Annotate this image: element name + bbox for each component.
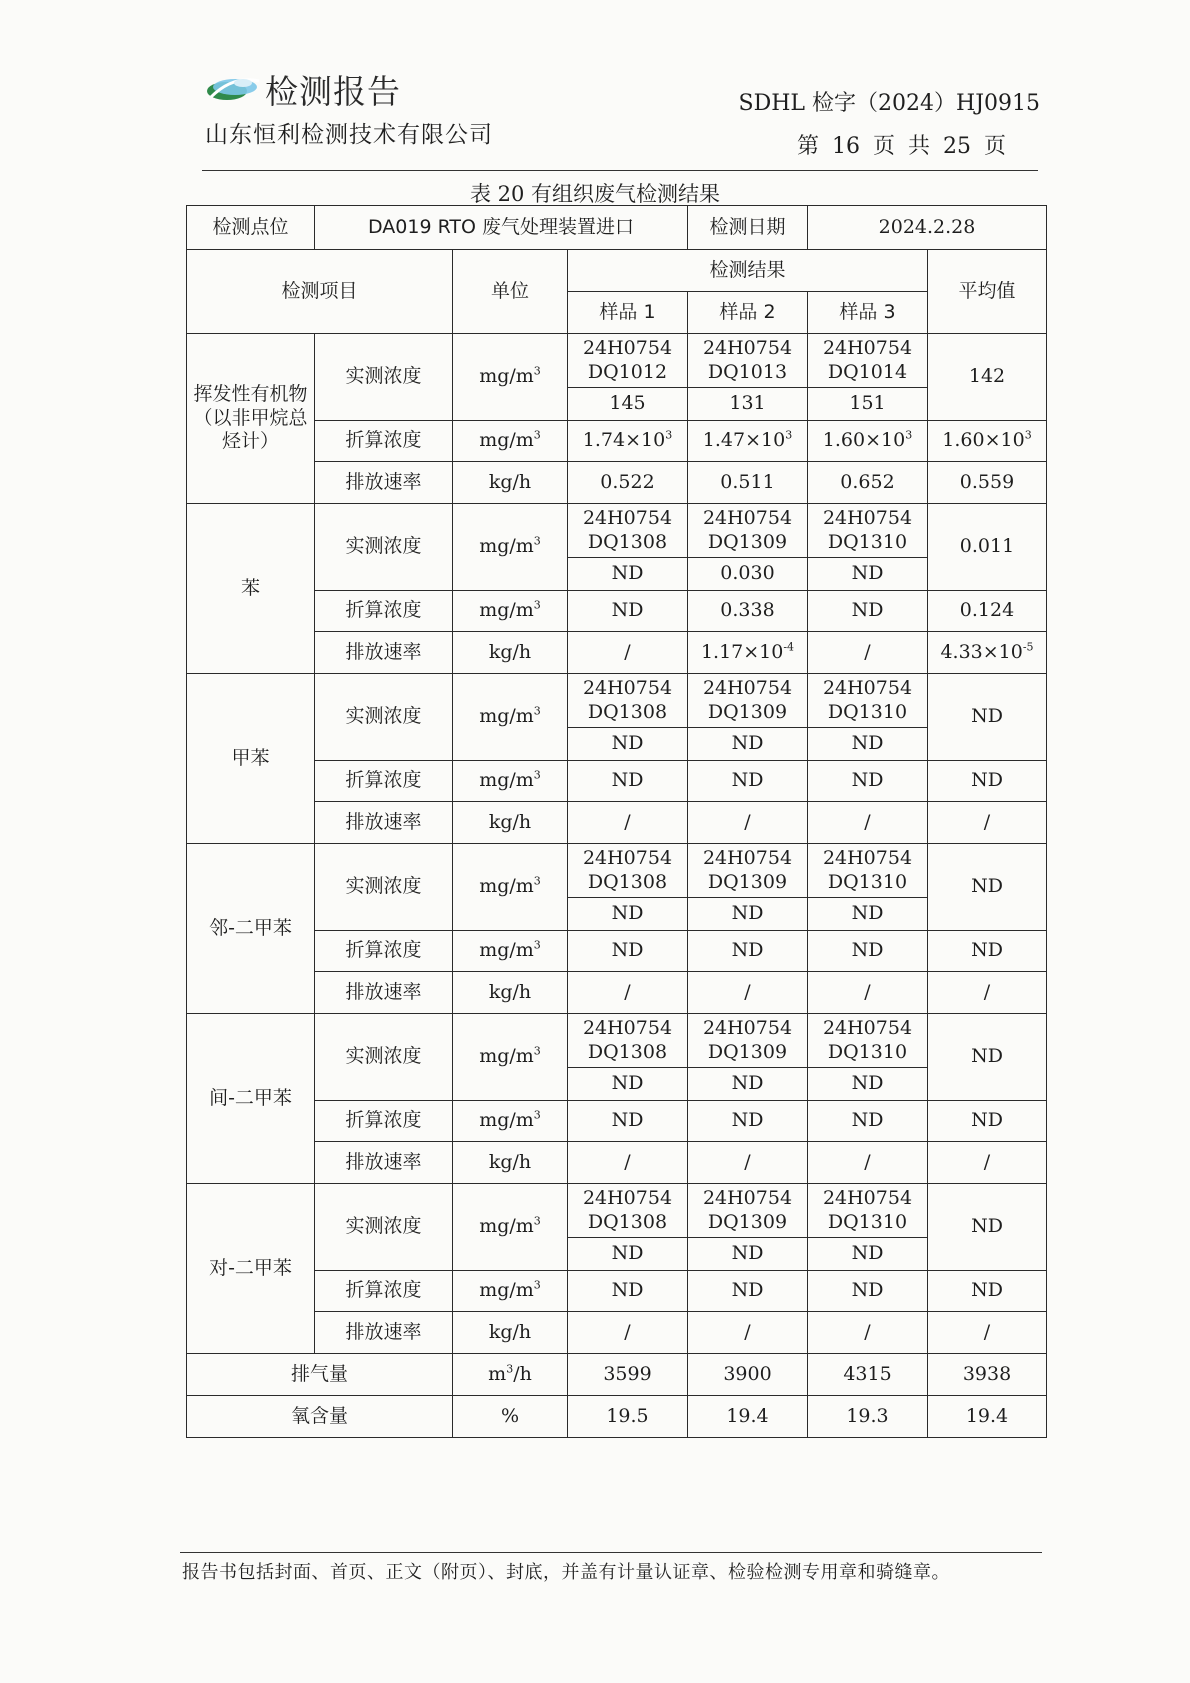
rate-value bbox=[568, 1142, 688, 1184]
table-row bbox=[187, 462, 1047, 504]
table-row bbox=[187, 802, 1047, 844]
sample-id-cell: 24H0754 DQ1308 bbox=[568, 674, 688, 728]
rate-value-mantissa: / bbox=[624, 640, 631, 663]
col-average-header: 平均值 bbox=[928, 250, 1047, 334]
rate-value-mantissa: / bbox=[624, 1320, 631, 1343]
rate-value bbox=[688, 1142, 808, 1184]
converted-value-mantissa: 0.338 bbox=[720, 599, 775, 622]
rate-value-exponent: -4 bbox=[783, 640, 795, 654]
table-row bbox=[187, 591, 1047, 632]
oxygen-value: 19.4 bbox=[688, 1396, 808, 1438]
converted-average-mantissa: ND bbox=[971, 1279, 1003, 1302]
table-row bbox=[187, 504, 1047, 558]
point-label: 检测点位 bbox=[187, 206, 315, 250]
pollutant-name: 间-二甲苯 bbox=[187, 1014, 315, 1184]
converted-label: 折算浓度 bbox=[315, 1101, 453, 1142]
converted-average bbox=[928, 591, 1047, 632]
table-row bbox=[187, 632, 1047, 674]
measured-average: ND bbox=[928, 1184, 1047, 1271]
sample-id-cell: 24H0754 DQ1309 bbox=[688, 844, 808, 898]
converted-value-mantissa: ND bbox=[851, 599, 884, 622]
measured-value: ND bbox=[808, 898, 928, 931]
pollutant-name: 甲苯 bbox=[187, 674, 315, 844]
sample-id-cell: 24H0754 DQ1308 bbox=[568, 504, 688, 558]
table-row bbox=[187, 674, 1047, 728]
converted-unit bbox=[453, 1101, 568, 1142]
converted-value-mantissa: ND bbox=[851, 1109, 884, 1132]
rate-value bbox=[568, 1312, 688, 1354]
converted-value-mantissa: ND bbox=[731, 769, 764, 792]
converted-value bbox=[568, 591, 688, 632]
converted-value-mantissa: ND bbox=[851, 769, 884, 792]
rate-value bbox=[688, 1312, 808, 1354]
rate-value-mantissa: / bbox=[864, 810, 871, 833]
oxygen-value: 19.3 bbox=[808, 1396, 928, 1438]
rate-value bbox=[568, 972, 688, 1014]
sample-id-cell: 24H0754 DQ1310 bbox=[808, 504, 928, 558]
unit-base: mg/m bbox=[479, 1109, 534, 1132]
rate-value-mantissa: 0.511 bbox=[720, 470, 775, 493]
table-row bbox=[187, 1312, 1047, 1354]
converted-value-mantissa: ND bbox=[611, 599, 644, 622]
converted-value-mantissa: ND bbox=[731, 939, 764, 962]
rate-average-mantissa: 0.559 bbox=[959, 470, 1015, 493]
measured-value: ND bbox=[808, 558, 928, 591]
rate-value bbox=[688, 462, 808, 504]
converted-unit bbox=[453, 931, 568, 972]
page-number: 第 16 页 共 25 页 bbox=[797, 134, 1006, 159]
rate-average-mantissa: 4.33×10 bbox=[940, 640, 1023, 663]
unit-base: mg/m bbox=[479, 429, 534, 452]
rate-value-mantissa: / bbox=[864, 980, 871, 1003]
rate-unit: kg/h bbox=[453, 1142, 568, 1184]
footer-divider bbox=[180, 1552, 1042, 1553]
table-title: 表 20 有组织废气检测结果 bbox=[469, 182, 721, 206]
measured-value: 0.030 bbox=[688, 558, 808, 591]
sample-id-cell: 24H0754 DQ1310 bbox=[808, 1014, 928, 1068]
converted-value bbox=[688, 1271, 808, 1312]
results-table-wrap bbox=[186, 205, 1046, 1438]
converted-value bbox=[568, 421, 688, 462]
table-row bbox=[187, 1354, 1047, 1396]
converted-unit bbox=[453, 1271, 568, 1312]
rate-unit: kg/h bbox=[453, 802, 568, 844]
exhaust-unit bbox=[453, 1354, 568, 1396]
unit-base: mg/m bbox=[479, 1279, 534, 1302]
rate-unit: kg/h bbox=[453, 1312, 568, 1354]
table-row bbox=[187, 334, 1047, 388]
rate-value bbox=[808, 1312, 928, 1354]
table-row bbox=[187, 972, 1047, 1014]
sample-id-cell: 24H0754 DQ1310 bbox=[808, 674, 928, 728]
converted-value-exponent: 3 bbox=[785, 428, 793, 442]
converted-average-mantissa: 0.124 bbox=[959, 599, 1015, 622]
exhaust-average: 3938 bbox=[928, 1354, 1047, 1396]
measured-value: ND bbox=[688, 728, 808, 761]
oxygen-unit: % bbox=[453, 1396, 568, 1438]
rate-average bbox=[928, 802, 1047, 844]
col-item-header: 检测项目 bbox=[187, 250, 453, 334]
unit-base: mg/m bbox=[479, 939, 534, 962]
rate-value-mantissa: 0.652 bbox=[840, 470, 895, 493]
measured-unit bbox=[453, 1184, 568, 1271]
sample-id-cell: 24H0754 DQ1309 bbox=[688, 1014, 808, 1068]
converted-value bbox=[568, 761, 688, 802]
converted-value-mantissa: 1.47×10 bbox=[702, 429, 786, 452]
pollutant-name: 邻-二甲苯 bbox=[187, 844, 315, 1014]
oxygen-value: 19.5 bbox=[568, 1396, 688, 1438]
rate-value bbox=[808, 802, 928, 844]
unit-base: mg/m bbox=[479, 1215, 534, 1238]
unit-superscript: 3 bbox=[533, 364, 541, 378]
converted-label: 折算浓度 bbox=[315, 1271, 453, 1312]
measured-value: ND bbox=[808, 1068, 928, 1101]
unit-superscript: 3 bbox=[533, 598, 541, 612]
converted-value-mantissa: 1.60×10 bbox=[822, 429, 906, 452]
oxygen-average: 19.4 bbox=[928, 1396, 1047, 1438]
unit-superscript: 3 bbox=[506, 1362, 514, 1376]
pollutant-name: 挥发性有机物（以非甲烷总烃计） bbox=[187, 334, 315, 504]
table-row bbox=[187, 1142, 1047, 1184]
measured-value: 151 bbox=[808, 388, 928, 421]
col-results-header: 检测结果 bbox=[568, 250, 928, 292]
rate-average bbox=[928, 972, 1047, 1014]
measured-average: ND bbox=[928, 1014, 1047, 1101]
col-sample2-header: 样品 2 bbox=[688, 292, 808, 334]
rate-value-mantissa: / bbox=[744, 810, 751, 833]
unit-superscript: 3 bbox=[533, 534, 541, 548]
rate-value-mantissa: / bbox=[624, 980, 631, 1003]
converted-value bbox=[688, 931, 808, 972]
measured-average: 142 bbox=[928, 334, 1047, 421]
measured-average: ND bbox=[928, 674, 1047, 761]
lab-logo-icon bbox=[205, 67, 263, 111]
exhaust-value: 4315 bbox=[808, 1354, 928, 1396]
measured-value: ND bbox=[568, 898, 688, 931]
converted-label: 折算浓度 bbox=[315, 931, 453, 972]
unit-base: mg/m bbox=[479, 365, 534, 388]
converted-value-mantissa: 1.74×10 bbox=[582, 429, 666, 452]
measured-label: 实测浓度 bbox=[315, 1014, 453, 1101]
point-value: DA019 RTO 废气处理装置进口 bbox=[315, 206, 688, 250]
rate-value-mantissa: / bbox=[624, 810, 631, 833]
measured-label: 实测浓度 bbox=[315, 504, 453, 591]
converted-value-mantissa: ND bbox=[611, 939, 644, 962]
sample-id-cell: 24H0754 DQ1014 bbox=[808, 334, 928, 388]
rate-value-mantissa: / bbox=[744, 1320, 751, 1343]
converted-average-mantissa: 1.60×10 bbox=[942, 429, 1025, 452]
measured-value: 145 bbox=[568, 388, 688, 421]
converted-value bbox=[688, 591, 808, 632]
unit-superscript: 3 bbox=[533, 1108, 541, 1122]
measured-unit bbox=[453, 1014, 568, 1101]
unit-superscript: 3 bbox=[533, 1214, 541, 1228]
converted-average-mantissa: ND bbox=[971, 939, 1003, 962]
rate-average-mantissa: / bbox=[983, 1150, 991, 1173]
report-header bbox=[205, 64, 545, 149]
rate-label: 排放速率 bbox=[315, 972, 453, 1014]
sample-id-cell: 24H0754 DQ1308 bbox=[568, 844, 688, 898]
pollutant-name: 对-二甲苯 bbox=[187, 1184, 315, 1354]
measured-label: 实测浓度 bbox=[315, 674, 453, 761]
converted-value-mantissa: ND bbox=[731, 1109, 764, 1132]
measured-unit bbox=[453, 334, 568, 421]
converted-value-mantissa: ND bbox=[851, 939, 884, 962]
table-row bbox=[187, 761, 1047, 802]
table-row bbox=[187, 421, 1047, 462]
rate-average-mantissa: / bbox=[983, 1320, 991, 1343]
date-value: 2024.2.28 bbox=[808, 206, 1047, 250]
rate-value bbox=[568, 462, 688, 504]
unit-base: m bbox=[488, 1362, 507, 1385]
exhaust-value: 3599 bbox=[568, 1354, 688, 1396]
table-row bbox=[187, 1396, 1047, 1438]
converted-value-exponent: 3 bbox=[665, 428, 673, 442]
company-name: 山东恒利检测技术有限公司 bbox=[205, 122, 493, 148]
report-title: 检测报告 bbox=[265, 71, 401, 111]
unit-base: mg/m bbox=[479, 875, 534, 898]
rate-value-mantissa: / bbox=[864, 1320, 871, 1343]
header-divider bbox=[202, 170, 1038, 171]
rate-label: 排放速率 bbox=[315, 802, 453, 844]
converted-value-mantissa: ND bbox=[611, 1109, 644, 1132]
logo-row bbox=[205, 64, 545, 114]
converted-value-mantissa: ND bbox=[611, 1279, 644, 1302]
sample-id-cell: 24H0754 DQ1308 bbox=[568, 1014, 688, 1068]
converted-value-mantissa: ND bbox=[731, 1279, 764, 1302]
col-sample1-header: 样品 1 bbox=[568, 292, 688, 334]
rate-average-mantissa: / bbox=[983, 980, 991, 1003]
unit-superscript: 3 bbox=[533, 428, 541, 442]
rate-unit: kg/h bbox=[453, 632, 568, 674]
converted-average bbox=[928, 421, 1047, 462]
sample-id-cell: 24H0754 DQ1308 bbox=[568, 1184, 688, 1238]
table-row bbox=[187, 1101, 1047, 1142]
converted-unit bbox=[453, 591, 568, 632]
converted-value bbox=[808, 1271, 928, 1312]
rate-value-mantissa: / bbox=[744, 980, 751, 1003]
table-row bbox=[187, 1271, 1047, 1312]
converted-value bbox=[688, 1101, 808, 1142]
converted-value bbox=[808, 591, 928, 632]
oxygen-label: 氧含量 bbox=[187, 1396, 453, 1438]
sample-id-cell: 24H0754 DQ1309 bbox=[688, 504, 808, 558]
pollutant-name: 苯 bbox=[187, 504, 315, 674]
rate-unit: kg/h bbox=[453, 972, 568, 1014]
rate-average-mantissa: / bbox=[983, 810, 991, 833]
converted-value bbox=[568, 1271, 688, 1312]
measured-value: ND bbox=[568, 728, 688, 761]
rate-value-mantissa: / bbox=[624, 1150, 631, 1173]
sample-id-cell: 24H0754 DQ1310 bbox=[808, 844, 928, 898]
rate-value bbox=[568, 632, 688, 674]
measured-value: ND bbox=[688, 1238, 808, 1271]
converted-value bbox=[808, 421, 928, 462]
rate-value bbox=[688, 802, 808, 844]
table-row bbox=[187, 931, 1047, 972]
rate-label: 排放速率 bbox=[315, 462, 453, 504]
converted-value-exponent: 3 bbox=[905, 428, 913, 442]
measured-value: ND bbox=[808, 1238, 928, 1271]
table-row bbox=[187, 1014, 1047, 1068]
unit-base: mg/m bbox=[479, 769, 534, 792]
rate-average-exponent: -5 bbox=[1022, 640, 1034, 654]
measured-unit bbox=[453, 504, 568, 591]
measured-value: ND bbox=[568, 1238, 688, 1271]
converted-unit bbox=[453, 421, 568, 462]
date-label: 检测日期 bbox=[688, 206, 808, 250]
rate-value bbox=[688, 972, 808, 1014]
rate-label: 排放速率 bbox=[315, 1142, 453, 1184]
converted-label: 折算浓度 bbox=[315, 761, 453, 802]
exhaust-value: 3900 bbox=[688, 1354, 808, 1396]
unit-base: mg/m bbox=[479, 535, 534, 558]
measured-label: 实测浓度 bbox=[315, 844, 453, 931]
col-unit-header: 单位 bbox=[453, 250, 568, 334]
rate-average bbox=[928, 462, 1047, 504]
col-sample3-header: 样品 3 bbox=[808, 292, 928, 334]
converted-average bbox=[928, 931, 1047, 972]
unit-superscript: 3 bbox=[533, 768, 541, 782]
converted-value bbox=[808, 761, 928, 802]
footer-note: 报告书包括封面、首页、正文（附页）、封底，并盖有计量认证章、检验检测专用章和骑缝章。 bbox=[182, 1562, 950, 1583]
rate-value-mantissa: / bbox=[864, 1150, 871, 1173]
unit-base: mg/m bbox=[479, 599, 534, 622]
measured-label: 实测浓度 bbox=[315, 334, 453, 421]
rate-value bbox=[808, 972, 928, 1014]
converted-value bbox=[568, 1101, 688, 1142]
sample-id-cell: 24H0754 DQ1013 bbox=[688, 334, 808, 388]
unit-base: mg/m bbox=[479, 1045, 534, 1068]
sample-id-cell: 24H0754 DQ1309 bbox=[688, 1184, 808, 1238]
rate-value bbox=[808, 1142, 928, 1184]
converted-average-exponent: 3 bbox=[1024, 428, 1032, 442]
converted-average bbox=[928, 1101, 1047, 1142]
measured-unit bbox=[453, 674, 568, 761]
sample-id-cell: 24H0754 DQ1309 bbox=[688, 674, 808, 728]
converted-average bbox=[928, 1271, 1047, 1312]
rate-unit: kg/h bbox=[453, 462, 568, 504]
unit-superscript: 3 bbox=[533, 938, 541, 952]
rate-value bbox=[688, 632, 808, 674]
rate-value bbox=[808, 462, 928, 504]
measured-value: ND bbox=[568, 558, 688, 591]
converted-label: 折算浓度 bbox=[315, 421, 453, 462]
rate-value-mantissa: / bbox=[864, 640, 871, 663]
measured-value: 131 bbox=[688, 388, 808, 421]
unit-superscript: 3 bbox=[533, 874, 541, 888]
converted-value bbox=[808, 1101, 928, 1142]
unit-tail: /h bbox=[513, 1362, 532, 1385]
measured-value: ND bbox=[688, 898, 808, 931]
converted-value bbox=[808, 931, 928, 972]
measured-value: ND bbox=[808, 728, 928, 761]
converted-average-mantissa: ND bbox=[971, 1109, 1003, 1132]
table-row bbox=[187, 1184, 1047, 1238]
measured-average: 0.011 bbox=[928, 504, 1047, 591]
rate-value bbox=[808, 632, 928, 674]
measured-value: ND bbox=[688, 1068, 808, 1101]
exhaust-label: 排气量 bbox=[187, 1354, 453, 1396]
converted-value bbox=[688, 421, 808, 462]
converted-label: 折算浓度 bbox=[315, 591, 453, 632]
rate-value-mantissa: / bbox=[744, 1150, 751, 1173]
sample-id-cell: 24H0754 DQ1012 bbox=[568, 334, 688, 388]
converted-value bbox=[688, 761, 808, 802]
rate-value-mantissa: 0.522 bbox=[600, 470, 655, 493]
results-table bbox=[186, 205, 1047, 1438]
rate-label: 排放速率 bbox=[315, 1312, 453, 1354]
unit-base: mg/m bbox=[479, 705, 534, 728]
converted-value-mantissa: ND bbox=[611, 769, 644, 792]
converted-value-mantissa: ND bbox=[851, 1279, 884, 1302]
unit-superscript: 3 bbox=[533, 1044, 541, 1058]
measured-average: ND bbox=[928, 844, 1047, 931]
rate-average bbox=[928, 632, 1047, 674]
sample-id-cell: 24H0754 DQ1310 bbox=[808, 1184, 928, 1238]
rate-label: 排放速率 bbox=[315, 632, 453, 674]
unit-superscript: 3 bbox=[533, 704, 541, 718]
rate-average bbox=[928, 1312, 1047, 1354]
report-number: SDHL 检字（2024）HJ0915 bbox=[738, 91, 1040, 116]
rate-value-mantissa: 1.17×10 bbox=[700, 640, 784, 663]
table-row bbox=[187, 844, 1047, 898]
converted-average-mantissa: ND bbox=[971, 769, 1003, 792]
converted-value bbox=[568, 931, 688, 972]
converted-average bbox=[928, 761, 1047, 802]
unit-superscript: 3 bbox=[533, 1278, 541, 1292]
rate-value bbox=[568, 802, 688, 844]
measured-unit bbox=[453, 844, 568, 931]
converted-unit bbox=[453, 761, 568, 802]
rate-average bbox=[928, 1142, 1047, 1184]
measured-label: 实测浓度 bbox=[315, 1184, 453, 1271]
measured-value: ND bbox=[568, 1068, 688, 1101]
report-meta bbox=[720, 86, 1040, 160]
